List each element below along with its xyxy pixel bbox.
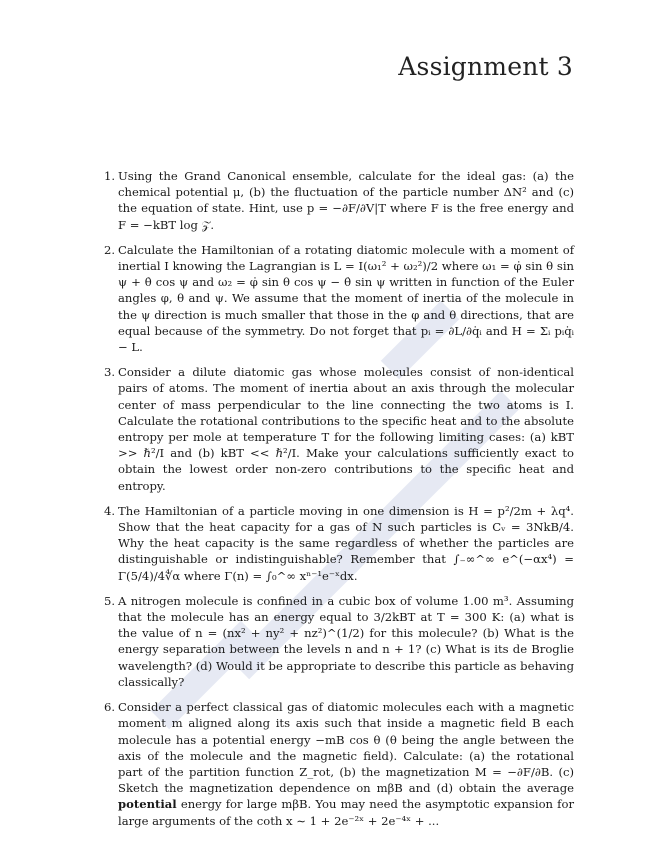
problem-item — [98, 242, 574, 355]
problem-list — [98, 168, 574, 838]
problem-item — [98, 168, 574, 233]
problem-number: 3. — [103, 365, 115, 380]
problem-text-part: energy for large mβB. You may need the asymptotic expansion for large arguments of the coth x ∼ 1 + 2e⁻²ˣ + 2e⁻⁴ˣ + ... — [118, 797, 574, 828]
problem-number: 5. — [103, 593, 115, 608]
problem-text: Using the Grand Canonical ensemble, calculate for the ideal gas: (a) the chemical potential μ, (b) the fluctuation of the particle number ΔN² and (c) the equation of state. Hint, use p = −∂F/∂V|T where F is the free energy and F = −kBT log 𝒵. — [118, 169, 574, 232]
page-title: Assignment 3 — [398, 52, 573, 81]
problem-text: The Hamiltonian of a particle moving in one dimension is H = p²/2m + λq⁴. Show that the heat capacity for a gas of N such particles is Cᵥ = 3NkB/4. Why the heat capacity is the same regardless of whether the particles are distinguishable or indistinguishable? Remember that ∫₋∞^∞ e^(−αx⁴) = Γ(5/4)/4∜α where Γ(n) = ∫₀^∞ xⁿ⁻¹e⁻ˣdx. — [118, 503, 574, 583]
problem-number: 4. — [103, 503, 115, 518]
problem-text: A nitrogen molecule is confined in a cubic box of volume 1.00 m³. Assuming that the molecule has an energy equal to 3/2kBT at T = 300 K: (a) what is the value of n = (nx² + ny² + nz²)^(1/2) for this molecule? (b) What is the energy separation between the levels n and n + 1? (c) What is its de Broglie wavelength? (d) Would it be appropriate to describe this particle as behaving classically? — [118, 593, 574, 689]
problem-item — [98, 364, 574, 494]
problem-text: Calculate the Hamiltonian of a rotating diatomic molecule with a moment of inertial I knowing the Lagrangian is L = I(ω₁² + ω₂²)/2 where ω₁ = φ̇ sin θ sin ψ + θ̇ cos ψ and ω₂ = φ̇ sin θ cos ψ − θ̇ sin ψ written in function of the Euler angles φ, θ and ψ. We assume that the moment of inertia of the molecule in the ψ direction is much smaller that those in the φ and θ directions, that are equal because of the symmetry. Do not forget that pᵢ = ∂L/∂q̇ᵢ and H = Σᵢ pᵢq̇ᵢ − L. — [118, 242, 574, 355]
problem-text-part: Consider a perfect classical gas of diatomic molecules each with a magnetic moment m aligned along its axis such that inside a magnetic field B each molecule has a potential energy −mB cos θ (θ being the angle between the axis of the molecule and the magnetic field). Calculate: (a) the rotational part of the partition function Z_rot, (b) the magnetization M = −∂F/∂B. (c) Sketch the magnetization dependence on mβB and (d) obtain the average — [118, 700, 574, 796]
problem-text: Consider a dilute diatomic gas whose molecules consist of non-identical pairs of atoms. The moment of inertia about an axis through the molecular center of mass perpendicular to the line connecting the two atoms is I. Calculate the rotational contributions to the specific heat and to the absolute entropy per mole at temperature T for the following limiting cases: (a) kBT >> ℏ²/I and (b) kBT << ℏ²/I. Make your calculations sufficiently exact to obtain the lowest order non-zero contributions to the specific heat and entropy. — [118, 365, 574, 493]
emphasized-word: potential — [118, 797, 177, 812]
problem-item — [98, 699, 574, 829]
problem-number: 1. — [103, 169, 115, 183]
problem-number: 2. — [103, 242, 115, 257]
problem-item — [98, 593, 574, 690]
problem-number: 6. — [103, 700, 115, 715]
problem-item — [98, 503, 574, 584]
